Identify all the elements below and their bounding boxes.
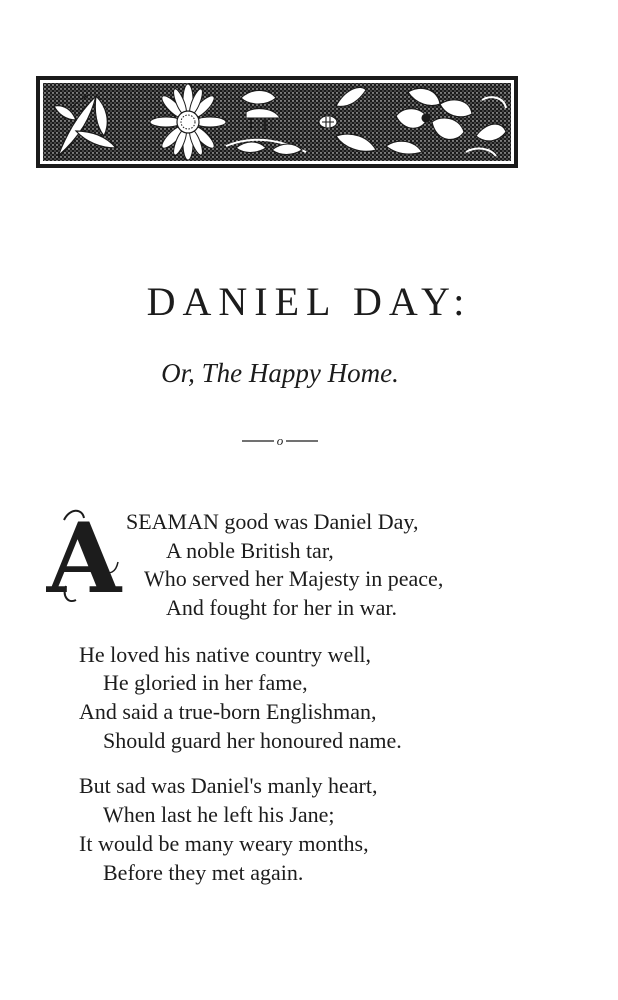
poem-line: Who served her Majesty in peace, [144,566,444,591]
poem-line: It would be many weary months, [79,831,369,856]
poem-line: He gloried in her fame, [103,670,308,695]
poem-line: But sad was Daniel's manly heart, [79,773,378,798]
divider-rule [240,432,320,450]
drop-cap-letter: A [46,502,122,615]
poem-line: He loved his native country well, [79,642,372,667]
page-subtitle: Or, The Happy Home. [161,358,399,388]
poem-line: When last he left his Jane; [103,802,335,827]
floral-banner [36,76,518,168]
poem-line: SEAMAN good was Daniel Day, [126,509,419,534]
poem-line: Before they met again. [103,860,304,885]
poem-line: A noble British tar, [166,538,334,563]
poem-line: And said a true-born Englishman, [79,699,377,724]
page-title: DANIEL DAY: [146,279,472,324]
floral-banner-image [36,76,518,168]
drop-cap [46,500,126,615]
poem-line: Should guard her honoured name. [103,728,402,753]
divider-mark: o [276,433,284,448]
poem-line: And fought for her in war. [166,595,397,620]
